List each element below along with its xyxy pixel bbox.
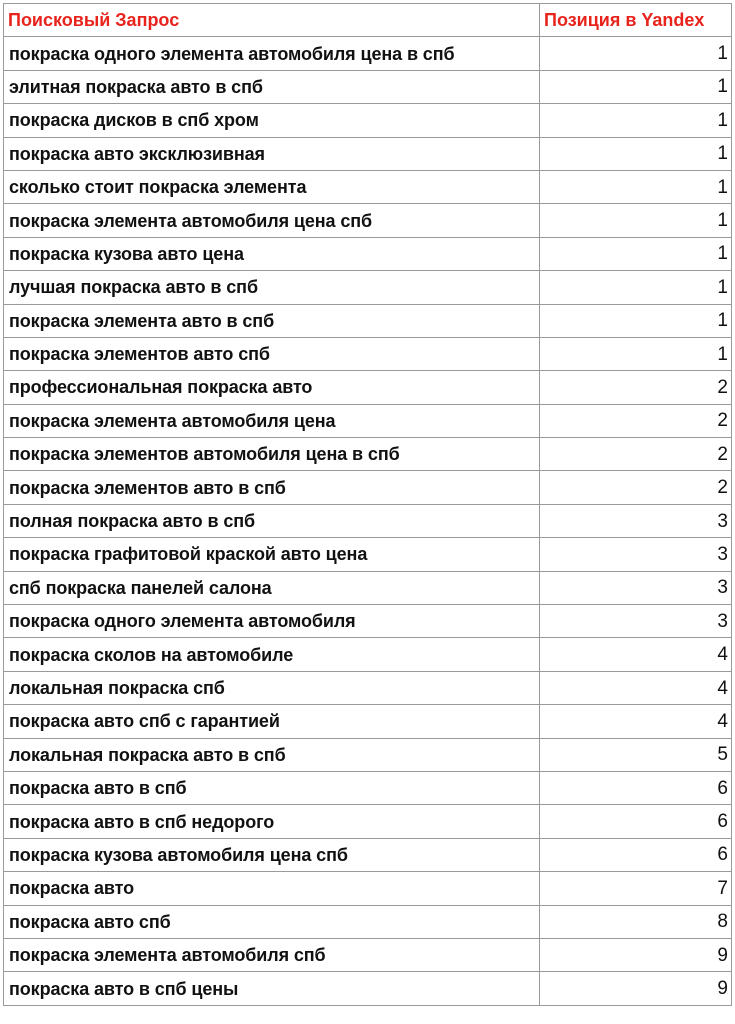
- table-row: [4, 371, 732, 404]
- table-row: [4, 872, 732, 905]
- table-row: [4, 705, 732, 738]
- query-cell: сколько стоит покраска элемента: [4, 170, 540, 203]
- position-cell: 2: [540, 471, 732, 504]
- query-cell: профессиональная покраска авто: [4, 371, 540, 404]
- query-cell: полная покраска авто в спб: [4, 504, 540, 537]
- position-cell: 9: [540, 938, 732, 971]
- position-cell: 1: [540, 137, 732, 170]
- query-cell: лучшая покраска авто в спб: [4, 271, 540, 304]
- query-cell: локальная покраска спб: [4, 671, 540, 704]
- query-cell: покраска авто спб: [4, 905, 540, 938]
- query-cell: покраска элемента автомобиля спб: [4, 938, 540, 971]
- position-cell: 2: [540, 404, 732, 437]
- position-cell: 8: [540, 905, 732, 938]
- query-cell: покраска кузова автомобиля цена спб: [4, 838, 540, 871]
- table-row: [4, 738, 732, 771]
- table-row: [4, 337, 732, 370]
- query-cell: покраска дисков в спб хром: [4, 104, 540, 137]
- query-cell: покраска элементов автомобиля цена в спб: [4, 438, 540, 471]
- position-cell: 3: [540, 605, 732, 638]
- table-row: [4, 137, 732, 170]
- query-cell: покраска элементов авто в спб: [4, 471, 540, 504]
- position-cell: 2: [540, 371, 732, 404]
- table-row: [4, 37, 732, 70]
- position-cell: 1: [540, 304, 732, 337]
- query-cell: покраска кузова авто цена: [4, 237, 540, 270]
- query-cell: покраска графитовой краской авто цена: [4, 538, 540, 571]
- position-cell: 4: [540, 705, 732, 738]
- table-row: [4, 104, 732, 137]
- table-row: [4, 905, 732, 938]
- table-row: [4, 271, 732, 304]
- position-cell: 6: [540, 771, 732, 804]
- header-row: [4, 4, 732, 37]
- table-row: [4, 571, 732, 604]
- position-cell: 1: [540, 271, 732, 304]
- header-position: Позиция в Yandex: [540, 4, 732, 37]
- table-row: [4, 605, 732, 638]
- query-cell: покраска авто в спб недорого: [4, 805, 540, 838]
- position-cell: 3: [540, 538, 732, 571]
- header-query: Поисковый Запрос: [4, 4, 540, 37]
- query-cell: покраска сколов на автомобиле: [4, 638, 540, 671]
- query-cell: элитная покраска авто в спб: [4, 70, 540, 103]
- position-cell: 1: [540, 104, 732, 137]
- table-row: [4, 304, 732, 337]
- table-row: [4, 538, 732, 571]
- position-cell: 1: [540, 70, 732, 103]
- position-cell: 3: [540, 504, 732, 537]
- position-cell: 4: [540, 671, 732, 704]
- position-cell: 1: [540, 170, 732, 203]
- position-cell: 1: [540, 204, 732, 237]
- position-cell: 1: [540, 37, 732, 70]
- table-row: [4, 638, 732, 671]
- table-body: [4, 37, 732, 1005]
- query-cell: покраска элементов авто спб: [4, 337, 540, 370]
- table-row: [4, 471, 732, 504]
- table-row: [4, 805, 732, 838]
- table-row: [4, 404, 732, 437]
- query-cell: покраска одного элемента автомобиля: [4, 605, 540, 638]
- query-cell: локальная покраска авто в спб: [4, 738, 540, 771]
- query-cell: покраска авто в спб цены: [4, 972, 540, 1005]
- table-row: [4, 237, 732, 270]
- position-cell: 7: [540, 872, 732, 905]
- position-cell: 6: [540, 838, 732, 871]
- position-cell: 4: [540, 638, 732, 671]
- position-cell: 5: [540, 738, 732, 771]
- query-cell: покраска авто спб с гарантией: [4, 705, 540, 738]
- table-row: [4, 838, 732, 871]
- table-row: [4, 170, 732, 203]
- position-cell: 2: [540, 438, 732, 471]
- table-row: [4, 204, 732, 237]
- query-cell: покраска элемента автомобиля цена спб: [4, 204, 540, 237]
- positions-table: [3, 3, 732, 1006]
- query-cell: покраска элемента автомобиля цена: [4, 404, 540, 437]
- position-cell: 9: [540, 972, 732, 1005]
- position-cell: 6: [540, 805, 732, 838]
- table-row: [4, 938, 732, 971]
- position-cell: 1: [540, 237, 732, 270]
- query-cell: покраска одного элемента автомобиля цена в спб: [4, 37, 540, 70]
- query-cell: покраска элемента авто в спб: [4, 304, 540, 337]
- query-cell: спб покраска панелей салона: [4, 571, 540, 604]
- query-cell: покраска авто в спб: [4, 771, 540, 804]
- query-cell: покраска авто эксклюзивная: [4, 137, 540, 170]
- table-row: [4, 70, 732, 103]
- position-cell: 1: [540, 337, 732, 370]
- table-row: [4, 671, 732, 704]
- table-row: [4, 504, 732, 537]
- table-row: [4, 771, 732, 804]
- table-row: [4, 438, 732, 471]
- position-cell: 3: [540, 571, 732, 604]
- table-row: [4, 972, 732, 1005]
- query-cell: покраска авто: [4, 872, 540, 905]
